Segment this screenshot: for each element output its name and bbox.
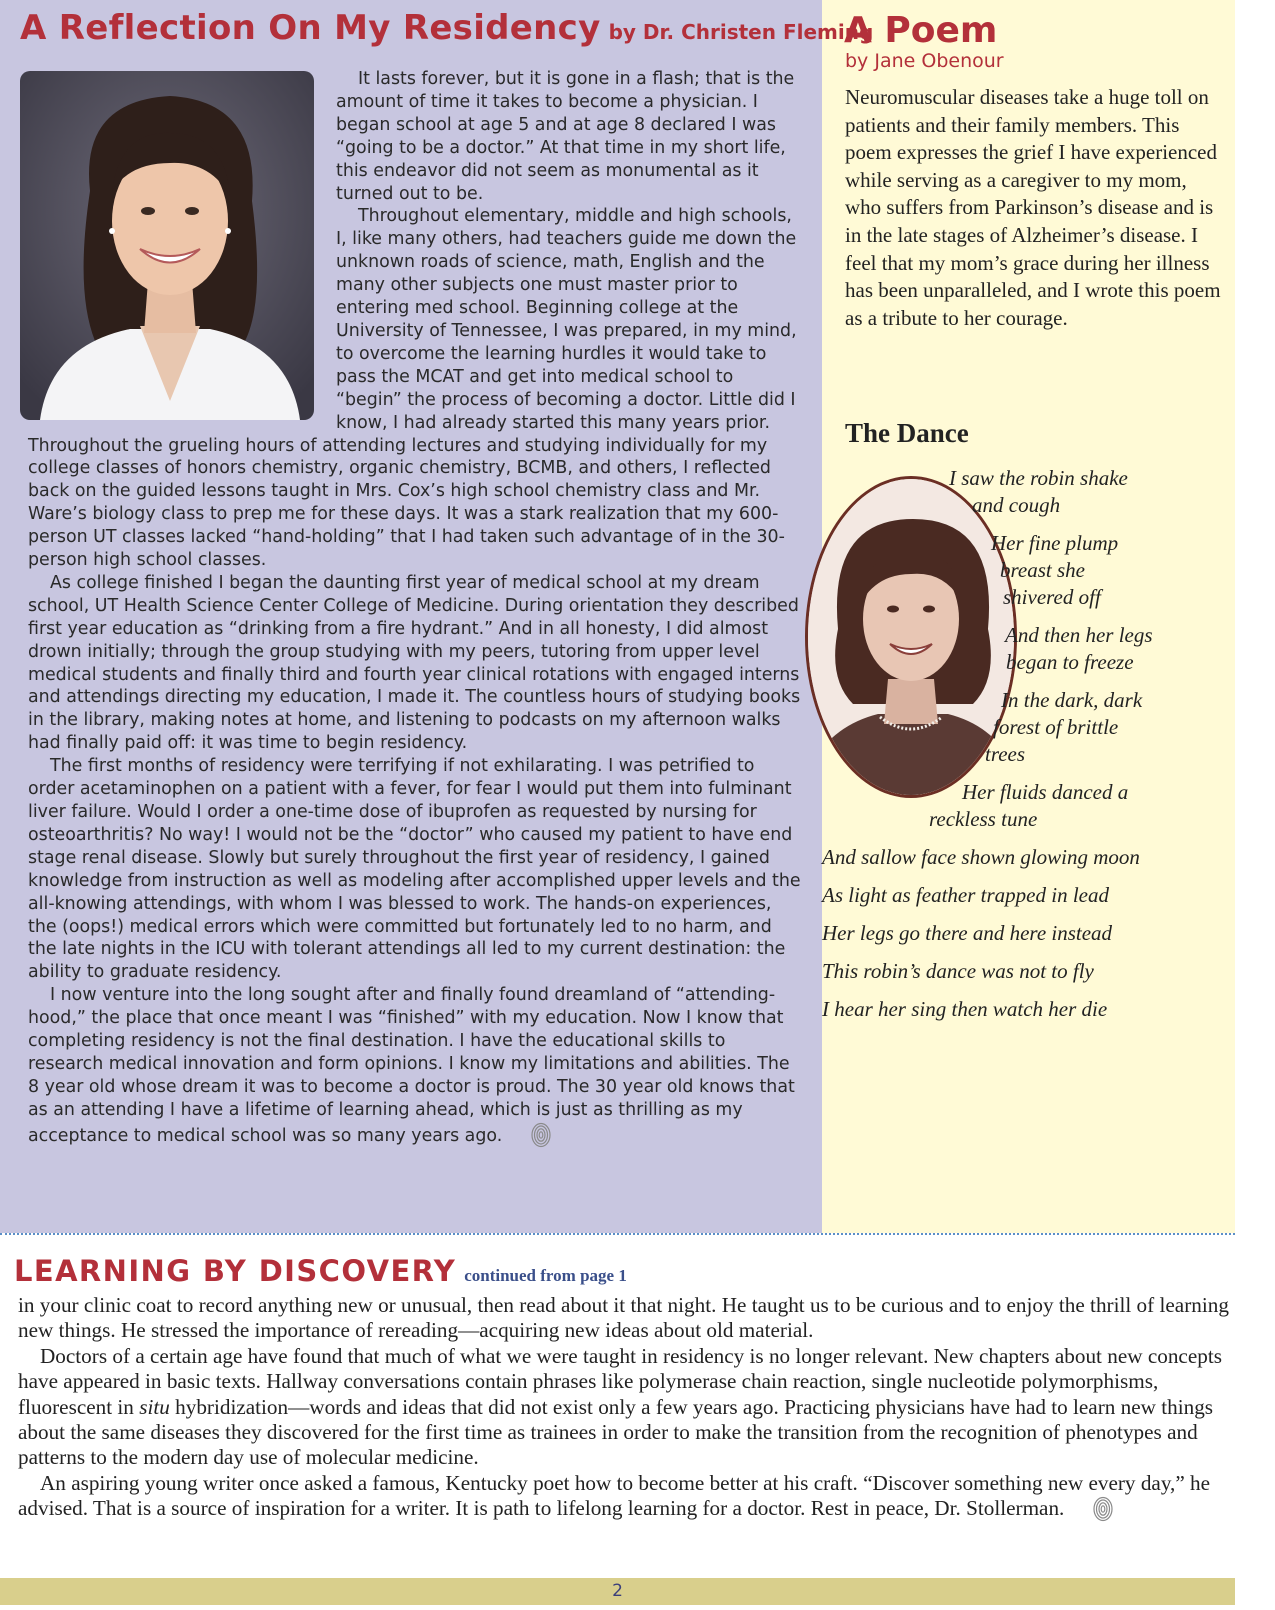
- poem-line: Her fine plump: [991, 531, 1119, 555]
- poem-line: As light as feather trapped in lead: [822, 883, 1109, 907]
- poem-line: forest of brittle: [993, 715, 1119, 739]
- fingerprint-icon: [508, 1122, 552, 1155]
- learning-paragraph: in your clinic coat to record anything new or unusual, then read about it that night. He taught us to be curious and to enjoy the thrill of learning new things. He stressed the importance of rereading—acquiring new ideas about old material.: [18, 1293, 1229, 1343]
- poem-line: and cough: [972, 493, 1061, 517]
- learning-text: hybridization—words and ideas that did not exist only a few years ago. Practicing physicians have had to learn new things about the same diseases they discovered for the first time as trainees in order to make the transition from the recognition of phenotypes and patterns to the modern day use of molecular medicine.: [18, 1394, 1214, 1470]
- continued-note: continued from page 1: [464, 1266, 627, 1285]
- learning-paragraph: [18, 1471, 1240, 1529]
- poem-line: breast she: [1000, 558, 1085, 582]
- fingerprint-icon: [1070, 1496, 1114, 1528]
- learning-italic-text: situ: [139, 1394, 170, 1419]
- poem-author: by Jane Obenour: [845, 50, 1004, 72]
- reflection-paragraph: [28, 984, 804, 1154]
- poem-heading: A Poem: [844, 10, 998, 51]
- poem-title: The Dance: [845, 418, 969, 448]
- poem-line: reckless tune: [929, 807, 1038, 831]
- poem-line: And sallow face shown glowing moon: [822, 845, 1140, 869]
- learning-article-body: [18, 1293, 1240, 1529]
- poem-line: I saw the robin shake: [949, 466, 1128, 490]
- learning-paragraph: [18, 1344, 1240, 1471]
- poem-line: This robin’s dance was not to fly: [822, 959, 1094, 983]
- poem-line: Her legs go there and here instead: [822, 921, 1113, 945]
- learning-text: An aspiring young writer once asked a famous, Kentucky poet how to become better at his craft. “Discover something new every day,” he advised. That is a source of inspiration for a writer. It is path to lifelong learning for a doctor. Rest in peace, Dr. Stollerman.: [18, 1470, 1211, 1521]
- poem-line: shivered off: [1003, 585, 1101, 609]
- learning-text: Doctors of a certain age have found that much of what we were taught in residency is no longer relevant. New chapters about new concepts have appeared in basic texts. Hallway conversations contain phrases like polymerase chain reaction, single nucleotide polymorphisms, fluorescent in: [18, 1343, 1222, 1419]
- poem-line: And then her legs: [1005, 623, 1153, 647]
- reflection-paragraph-text: I now venture into the long sought after and finally found dreamland of “attending-hood,” the place that once meant I was “finished” with my education. Now I know that completing residency is not the final destination. I have the educational skills to research medical innovation and form opinions. I know my limitations and abilities. The 8 year old whose dream it was to become a doctor is proud. The 30 year old knows that as an attending I have a lifetime of learning ahead, which is just as thrilling as my acceptance to medical school was so many years ago.: [28, 985, 795, 1146]
- poem-line: began to freeze: [1006, 650, 1134, 674]
- learning-heading: LEARNING BY DISCOVERY: [14, 1254, 457, 1288]
- reflection-byline: by Dr. Christen Fleming: [608, 20, 874, 44]
- poem-line: I hear her sing then watch her die: [822, 997, 1108, 1021]
- reflection-paragraph: Throughout elementary, middle and high schools, I, like many others, had teachers guide me down the unknown roads of science, math, English and the many other subjects one must master prior to entering med school. Beginning college at the University of Tennessee, I was prepared, in my mind, to overcome the learning hurdles it would take to pass the MCAT and get into medical school to “begin” the process of becoming a doctor. Little did I know, I had already started this many years prior. Throughout the grueling hours of attending lectures and studying individually for my college classes of honors chemistry, organic chemistry, BCMB, and others, I reflected back on the guided lessons taught in Mrs. Cox’s high school chemistry class and Mr. Ware’s biology class to prep me for these days. It was a stark realization that my 600-person UT classes lacked “hand-holding” that I had taken such advantage of in the 30-person high school classes.: [28, 206, 797, 571]
- reflection-article-body: [28, 68, 804, 1188]
- learning-by-discovery-title: [14, 1254, 627, 1288]
- reflection-paragraph: As college finished I began the daunting first year of medical school at my dream school, UT Health Science Center College of Medicine. During orientation they described first year education as “drinking from a fire hydrant.” And in all honesty, I did almost drown initially; through the group studying with my peers, tutoring from upper level medical students and finally third and fourth year clinical rotations with engaged interns and attendings directing my education, I made it. The countless hours of studying books in the library, making notes at home, and listening to podcasts on my afternoon walks had finally paid off: it was time to begin residency.: [28, 572, 801, 754]
- page-number: 2: [612, 1581, 623, 1601]
- section-divider: [0, 1233, 1235, 1235]
- poem-line: Her fluids danced a: [962, 780, 1129, 804]
- footer-bar: [0, 1578, 1235, 1605]
- reflection-title: [20, 8, 873, 48]
- poem-intro: Neuromuscular diseases take a huge toll on patients and their family members. This poem expresses the grief I have experienced while serving as a caregiver to my mom, who suffers from Parkinson’s disease and is in the late stages of Alzheimer’s disease. I feel that my mom’s grace during her illness has been unparalleled, and I wrote this poem as a tribute to her courage.: [845, 85, 1221, 330]
- poem-line: In the dark, dark: [1001, 688, 1143, 712]
- reflection-paragraph: It lasts forever, but it is gone in a flash; that is the amount of time it takes to become a physician. I began school at age 5 and at age 8 declared I was “going to be a doctor.” At that time in my short life, this endeavor did not seem as monumental as it turned out to be.: [336, 69, 795, 204]
- reflection-heading: A Reflection On My Residency: [20, 8, 601, 48]
- poem-line: trees: [985, 742, 1026, 766]
- reflection-paragraph: The first months of residency were terrifying if not exhilarating. I was petrified to order acetaminophen on a patient with a fever, for fear I would put them into fulminant liver failure. Would I order a one-time dose of ibuprofen as requested by nursing for osteoarthritis? No way! I would not be the “doctor” who caused my patient to have end stage renal disease. Slowly but surely throughout the first year of residency, I gained knowledge from instruction as well as modeling after accomplished upper levels and the all-knowing attendings, with whom I was blessed to work. The hands-on experiences, the (oops!) medical errors which were committed but fortunately led to no harm, and the late nights in the ICU with tolerant attendings all led to my current destination: the ability to graduate residency.: [28, 756, 801, 983]
